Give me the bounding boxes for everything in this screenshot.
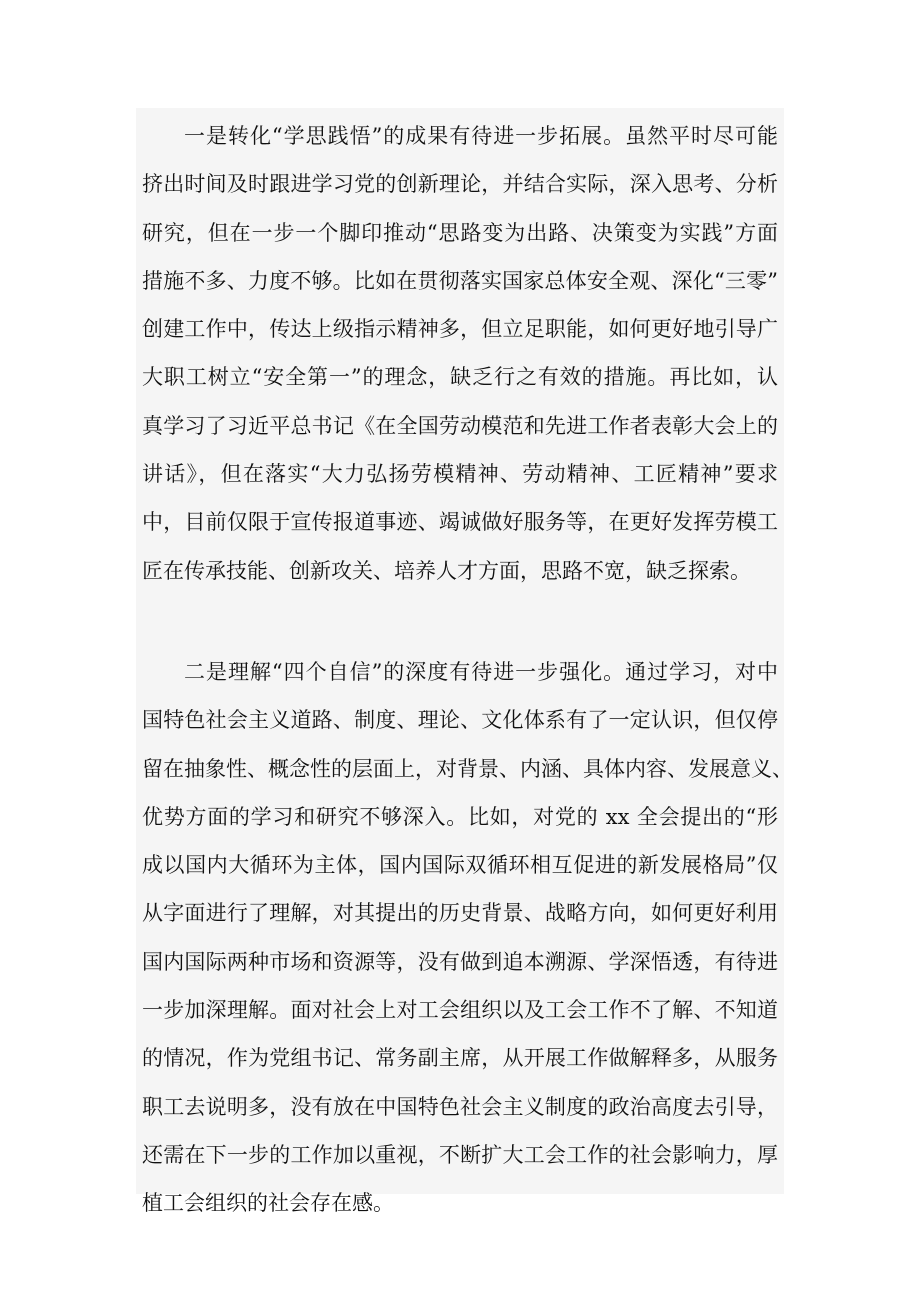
text-line: 中，目前仅限于宣传报道事迹、竭诚做好服务等，在更好发挥劳模工 (142, 510, 778, 535)
paragraph-2 (136, 648, 793, 1228)
text-line: 国特色社会主义道路、制度、理论、文化体系有了一定认识，但仅停 (142, 708, 778, 733)
text-line: 一步加深理解。面对社会上对工会组织以及工会工作不了解、不知道 (142, 998, 778, 1023)
text-line: 研究，但在一步一个脚印推动“思路变为出路、决策变为实践”方面 (142, 220, 778, 245)
text-line: 职工去说明多，没有放在中国特色社会主义制度的政治高度去引导， (142, 1094, 778, 1119)
text-line: 还需在下一步的工作加以重视，不断扩大工会工作的社会影响力，厚 (142, 1142, 778, 1167)
text-line: 大职工树立“安全第一”的理念，缺乏行之有效的措施。再比如，认 (142, 365, 778, 390)
text-line: 真学习了习近平总书记《在全国劳动模范和先进工作者表彰大会上的 (142, 413, 778, 438)
text-line: 一是转化“学思践悟”的成果有待进一步拓展。虽然平时尽可能 (184, 124, 778, 148)
text-line: 成以国内大循环为主体，国内国际双循环相互促进的新发展格局”仅 (142, 853, 778, 878)
text-line: 留在抽象性、概念性的层面上，对背景、内涵、具体内容、发展意义、 (142, 756, 793, 781)
text-line: 创建工作中，传达上级指示精神多，但立足职能，如何更好地引导广 (142, 317, 778, 342)
text-line: 从字面进行了理解，对其提出的历史背景、战略方向，如何更好利用 (142, 901, 778, 926)
text-line: 讲话》，但在落实“大力弘扬劳模精神、劳动精神、工匠精神”要求 (142, 462, 778, 487)
paragraph-1 (136, 112, 784, 595)
text-line: 国内国际两种市场和资源等，没有做到追本溯源、学深悟透，有待进 (142, 949, 778, 974)
text-line: 二是理解“四个自信”的深度有待进一步强化。通过学习，对中 (184, 660, 778, 684)
text-line: 匠在传承技能、创新攻关、培养人才方面，思路不宽，缺乏探索。 (142, 558, 751, 583)
text-line: 措施不多、力度不够。比如在贯彻落实国家总体安全观、深化“三零” (142, 268, 778, 293)
text-line: 优势方面的学习和研究不够深入。比如，对党的 xx 全会提出的“形 (142, 804, 778, 829)
text-line: 植工会组织的社会存在感。 (142, 1191, 394, 1216)
text-body (136, 108, 793, 1216)
text-line: 挤出时间及时跟进学习党的创新理论，并结合实际，深入思考、分析 (142, 172, 778, 197)
text-line: 的情况，作为党组书记、常务副主席，从开展工作做解释多，从服务 (142, 1046, 778, 1071)
